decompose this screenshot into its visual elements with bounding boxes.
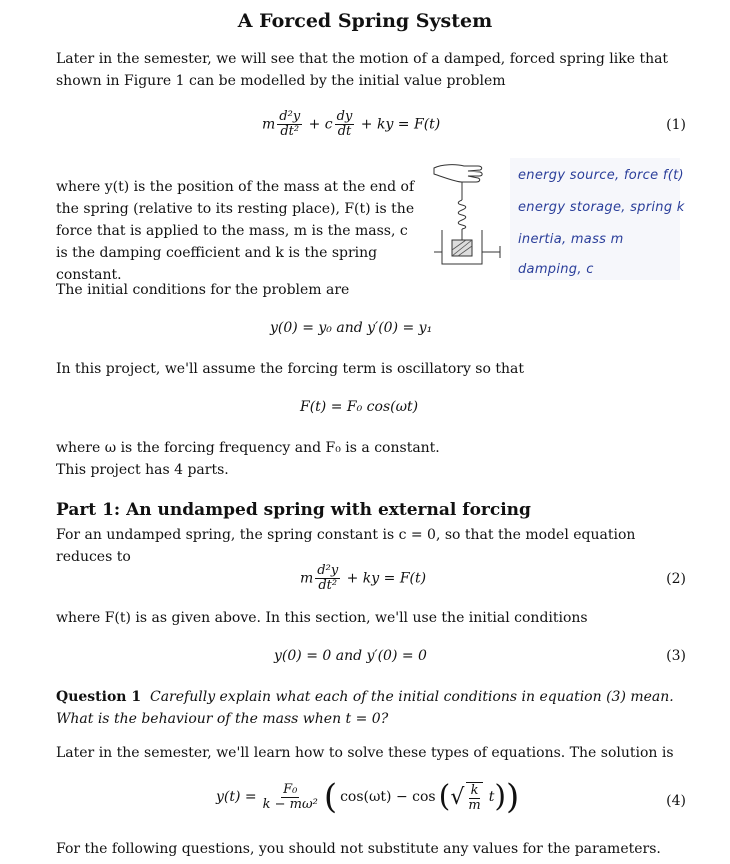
part1-where: where F(t) is as given above. In this section, we'll use the initial conditions — [56, 610, 588, 626]
note-energy-storage: energy storage, spring k — [518, 200, 685, 215]
sqrt-icon: √ — [450, 784, 465, 810]
eq4-left-paren: ( — [323, 777, 338, 817]
eq4-lhs: y(t) = — [216, 789, 257, 805]
solution-intro: Later in the semester, we'll learn how to solve these types of equations. The solution is — [56, 745, 674, 761]
equation-3-number: (3) — [666, 648, 686, 664]
hand-icon — [434, 165, 482, 182]
note-inertia: inertia, mass m — [518, 232, 624, 247]
equation-4-number: (4) — [666, 793, 686, 809]
eq4-k: k — [470, 782, 479, 798]
eq4-cos-part: cos(ωt) − cos — [340, 789, 436, 805]
following-note: For the following questions, you should not substitute any values for the parameters. — [56, 841, 661, 857]
part1-heading: Part 1: An undamped spring with external forcing — [56, 500, 531, 520]
eq1-rest: + ky = F(t) — [360, 116, 441, 133]
eq4-right-paren: ) — [506, 777, 520, 817]
note-energy-source: energy source, force f(t) — [518, 168, 684, 183]
eq2-dt2: dt² — [318, 578, 338, 593]
eq2-rest: + ky = F(t) — [346, 570, 427, 587]
equation-1 — [262, 110, 440, 139]
parts-count: This project has 4 parts. — [56, 462, 229, 478]
eq4-den: k − mω² — [262, 796, 318, 812]
forcing-intro: In this project, we'll assume the forcing term is oscillatory so that — [56, 361, 524, 377]
eq1-m: m — [262, 116, 276, 133]
spring-icon — [458, 200, 466, 229]
eq4-sqrt — [450, 782, 484, 813]
intro-paragraph: Later in the semester, we will see that the motion of a damped, forced spring like that shown in Figure 1 can be modelled by the initial value problem — [56, 51, 669, 89]
spring-mass-figure — [428, 160, 508, 275]
eq2-second-derivative — [315, 564, 340, 593]
eq2-m: m — [300, 570, 314, 587]
question-1-label: Question 1 — [56, 689, 142, 705]
equation-4 — [216, 777, 520, 817]
page-title: A Forced Spring System — [237, 10, 493, 32]
eq1-dy: dy — [336, 109, 353, 124]
equation-2-number: (2) — [666, 571, 686, 587]
eq4-m: m — [468, 797, 481, 813]
forcing-where: where ω is the forcing frequency and F₀ is a constant. — [56, 440, 440, 456]
eq1-dt2: dt² — [280, 124, 300, 139]
eq4-t: t — [488, 789, 495, 805]
forcing-equation: F(t) = F₀ cos(ωt) — [300, 399, 419, 415]
equation-3: y(0) = 0 and y′(0) = 0 — [274, 648, 427, 664]
eq4-fraction — [261, 783, 320, 812]
eq2-d2y: d²y — [317, 563, 339, 578]
eq4-k-over-m — [466, 782, 482, 813]
eq4-inner-right-paren: ) — [494, 779, 507, 814]
eq1-dt: dt — [337, 124, 352, 139]
where-paragraph: where y(t) is the position of the mass at the end of the spring (relative to its resting place), F(t) is the force that is applied to the mass, m is the mass, c is the damping coefficient and k is the spring constant. — [56, 179, 415, 283]
part1-intro: For an undamped spring, the spring constant is c = 0, so that the model equation reduces to — [56, 527, 636, 565]
eq4-num: F₀ — [283, 781, 298, 797]
question-1 — [56, 686, 676, 730]
eq1-d2y: d²y — [279, 109, 301, 124]
question-1-text: Carefully explain what each of the initial conditions in equation (3) mean. What is the behaviour of the mass when t = 0? — [56, 689, 674, 727]
equation-1-number: (1) — [666, 117, 686, 133]
initial-conditions-intro: The initial conditions for the problem are — [56, 282, 350, 298]
eq1-first-derivative — [335, 110, 355, 139]
eq1-plus-c: + c — [308, 116, 333, 133]
equation-2 — [300, 564, 426, 593]
eq4-inner-left-paren: ( — [438, 779, 451, 814]
eq1-second-derivative — [277, 110, 302, 139]
initial-conditions-general: y(0) = y₀ and y′(0) = y₁ — [270, 320, 433, 336]
note-damping: damping, c — [518, 262, 594, 277]
